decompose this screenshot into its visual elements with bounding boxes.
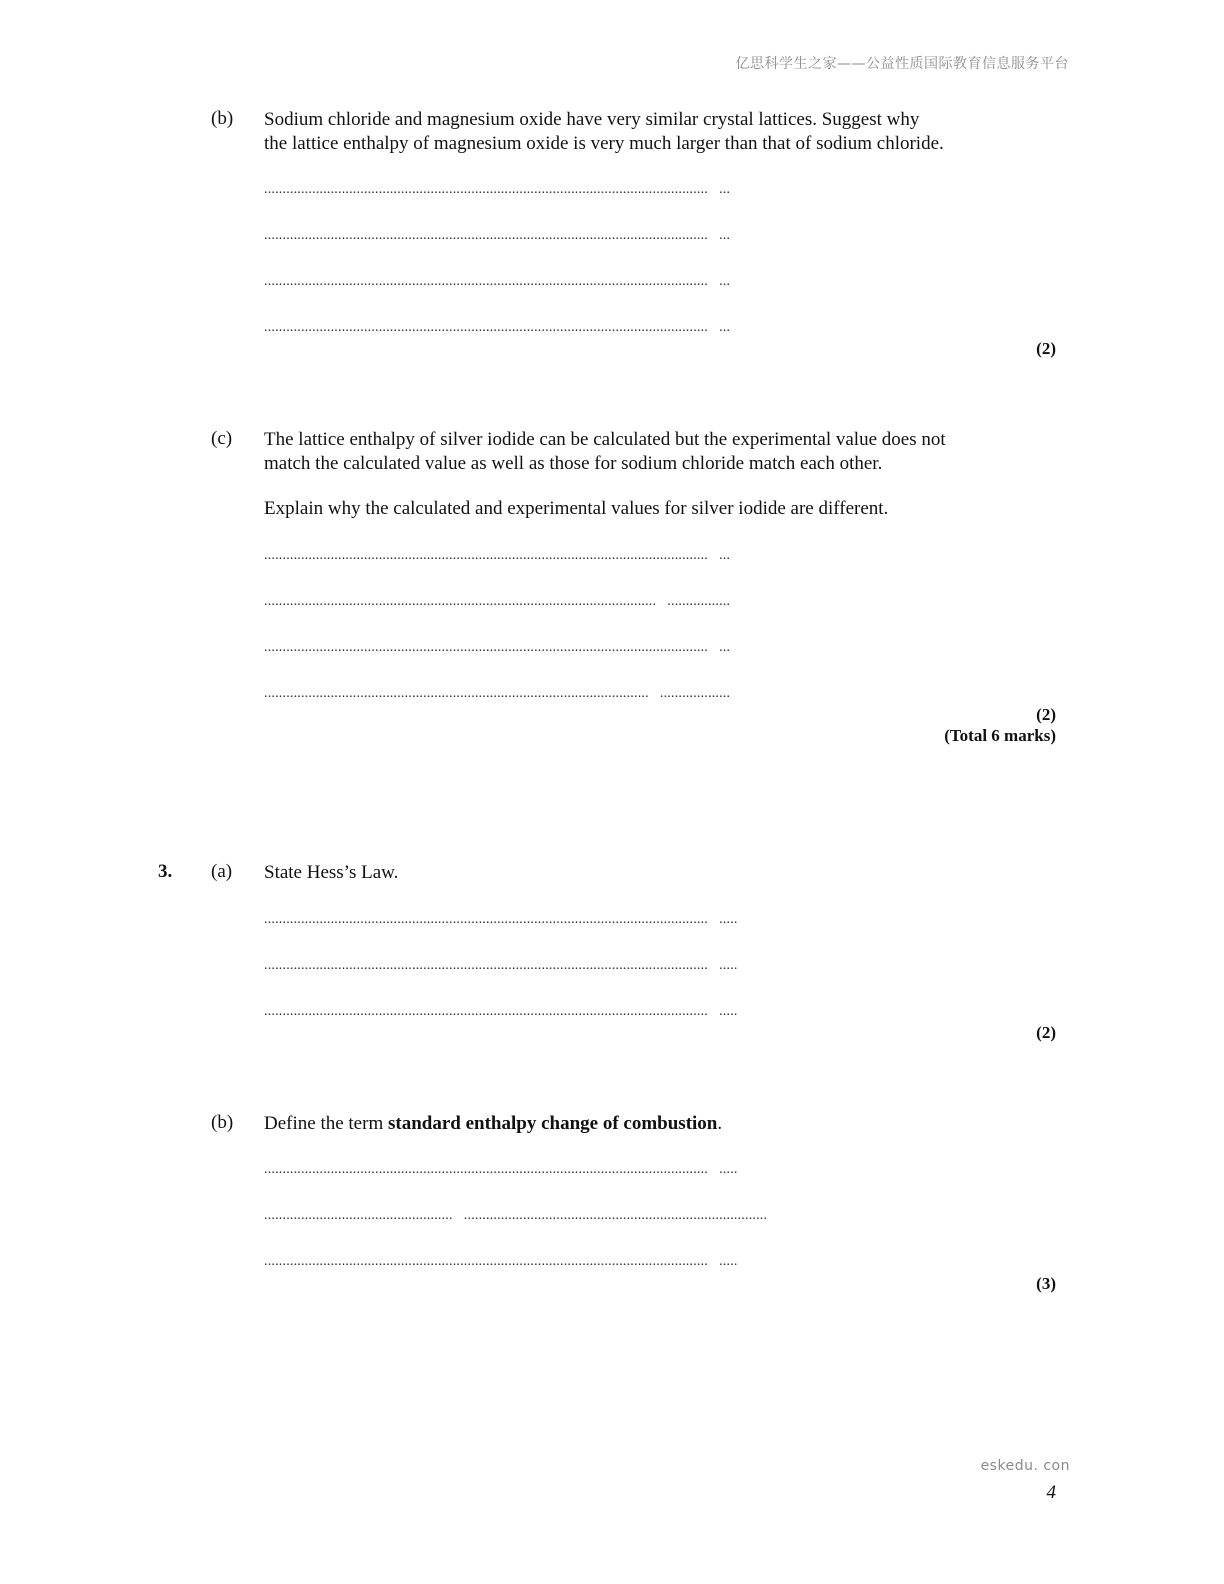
page-header-site-name: 亿思科学生之家——公益性质国际教育信息服务平台	[735, 56, 1069, 72]
q2b-question	[264, 108, 1024, 156]
q2c-answer-line-3[interactable]: ........................................................................................................................ ...	[264, 640, 731, 655]
q2c-answer-line-2[interactable]: .......................................................................................................... .................	[264, 594, 731, 609]
q2c-marks: (2)	[1036, 705, 1056, 724]
q2c-answer-line-4[interactable]: ........................................................................................................ ...................	[264, 686, 731, 701]
q3b-marks: (3)	[1036, 1274, 1056, 1293]
q2b-answer-line-3[interactable]: ........................................................................................................................ ...	[264, 274, 731, 289]
q2c-instruction: Explain why the calculated and experimental values for silver iodide are different.	[264, 498, 889, 519]
q3b-text-after: .	[717, 1113, 723, 1134]
page-number: 4	[1046, 1482, 1056, 1503]
q3b-answer-line-1[interactable]: ........................................................................................................................ .....	[264, 1162, 738, 1177]
q3b-answer-line-3[interactable]: ........................................................................................................................ .....	[264, 1254, 738, 1269]
footer-site: eskedu. con	[980, 1458, 1070, 1474]
q3b-label: (b)	[211, 1112, 234, 1133]
q2b-line-2: the lattice enthalpy of magnesium oxide is very much larger than that of sodium chloride.	[264, 133, 944, 154]
q2b-answer-line-2[interactable]: ........................................................................................................................ ...	[264, 228, 731, 243]
q3a-answer-line-2[interactable]: ........................................................................................................................ .....	[264, 958, 738, 973]
q3b-term: standard enthalpy change of combustion	[387, 1113, 718, 1134]
q2c-answer-line-1[interactable]: ........................................................................................................................ ...	[264, 548, 731, 563]
q3b-question	[264, 1112, 1024, 1136]
q3a-question: State Hess’s Law.	[264, 862, 399, 883]
q2c-line-1: The lattice enthalpy of silver iodide can be calculated but the experimental value does not	[264, 429, 946, 450]
q3a-answer-line-1[interactable]: ........................................................................................................................ .....	[264, 912, 738, 927]
q2b-line-1: Sodium chloride and magnesium oxide have very similar crystal lattices. Suggest why	[264, 109, 920, 130]
q2c-label: (c)	[211, 428, 233, 449]
q2c-line-2: match the calculated value as well as those for sodium chloride match each other.	[264, 453, 883, 474]
q3b-answer-line-2[interactable]: ................................................... ..................................................................................	[264, 1208, 768, 1223]
q2b-answer-line-1[interactable]: ........................................................................................................................ ...	[264, 182, 731, 197]
q3-number: 3.	[158, 861, 173, 882]
q3a-label: (a)	[211, 861, 233, 882]
q2-total-marks: (Total 6 marks)	[944, 726, 1056, 745]
q2b-label: (b)	[211, 108, 234, 129]
q2b-answer-line-4[interactable]: ........................................................................................................................ ...	[264, 320, 731, 335]
q3a-answer-line-3[interactable]: ........................................................................................................................ .....	[264, 1004, 738, 1019]
q2c-question	[264, 428, 1024, 476]
q2b-marks: (2)	[1036, 339, 1056, 358]
q3b-text-before: Define the term	[264, 1113, 388, 1134]
q3a-marks: (2)	[1036, 1023, 1056, 1042]
